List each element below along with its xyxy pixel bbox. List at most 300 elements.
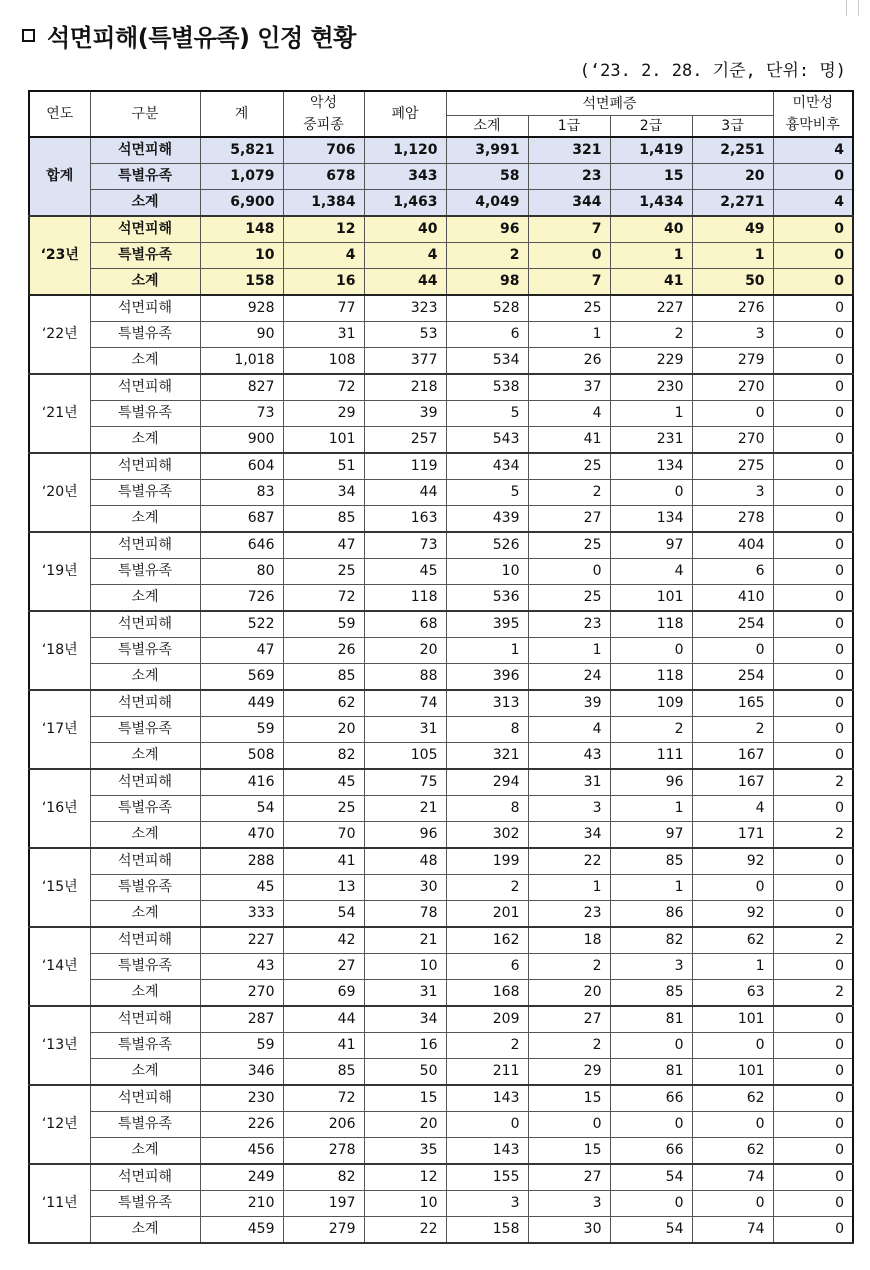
value-cell: 0	[773, 559, 853, 585]
value-cell: 0	[773, 1033, 853, 1059]
value-cell: 41	[283, 848, 364, 875]
value-cell: 90	[200, 322, 283, 348]
value-cell: 62	[692, 927, 773, 954]
value-cell: 5,821	[200, 137, 283, 164]
value-cell: 10	[446, 559, 528, 585]
value-cell: 109	[610, 690, 692, 717]
value-cell: 54	[283, 901, 364, 928]
value-cell: 22	[528, 848, 610, 875]
value-cell: 75	[364, 769, 446, 796]
table-row	[29, 1059, 853, 1086]
value-cell: 43	[200, 954, 283, 980]
table-row	[29, 348, 853, 375]
table-row	[29, 664, 853, 691]
year-cell: ‘19년	[29, 532, 90, 611]
value-cell: 0	[610, 480, 692, 506]
value-cell: 43	[528, 743, 610, 770]
category-cell: 석면피해	[90, 295, 200, 322]
value-cell: 158	[200, 269, 283, 296]
table-row	[29, 322, 853, 348]
category-cell: 석면피해	[90, 927, 200, 954]
value-cell: 73	[200, 401, 283, 427]
value-cell: 687	[200, 506, 283, 533]
value-cell: 0	[773, 875, 853, 901]
value-cell: 276	[692, 295, 773, 322]
value-cell: 0	[773, 954, 853, 980]
value-cell: 226	[200, 1112, 283, 1138]
value-cell: 0	[773, 374, 853, 401]
value-cell: 249	[200, 1164, 283, 1191]
value-cell: 53	[364, 322, 446, 348]
value-cell: 44	[283, 1006, 364, 1033]
value-cell: 536	[446, 585, 528, 612]
value-cell: 85	[610, 980, 692, 1007]
value-cell: 97	[610, 532, 692, 559]
value-cell: 0	[610, 638, 692, 664]
value-cell: 2	[773, 980, 853, 1007]
value-cell: 0	[773, 1059, 853, 1086]
value-cell: 0	[528, 243, 610, 269]
value-cell: 1,419	[610, 137, 692, 164]
value-cell: 158	[446, 1217, 528, 1244]
value-cell: 34	[283, 480, 364, 506]
category-cell: 석면피해	[90, 532, 200, 559]
value-cell: 1	[692, 243, 773, 269]
value-cell: 210	[200, 1191, 283, 1217]
value-cell: 528	[446, 295, 528, 322]
year-group	[29, 1006, 853, 1085]
category-cell: 특별유족	[90, 954, 200, 980]
value-cell: 134	[610, 506, 692, 533]
header-grade-2: 2급	[610, 116, 692, 137]
value-cell: 0	[610, 1191, 692, 1217]
value-cell: 26	[283, 638, 364, 664]
value-cell: 25	[283, 559, 364, 585]
value-cell: 3	[692, 480, 773, 506]
value-cell: 85	[610, 848, 692, 875]
table-row	[29, 295, 853, 322]
value-cell: 0	[773, 1006, 853, 1033]
category-cell: 특별유족	[90, 796, 200, 822]
table-header	[29, 91, 853, 137]
year-cell: ‘18년	[29, 611, 90, 690]
value-cell: 80	[200, 559, 283, 585]
year-group	[29, 216, 853, 295]
value-cell: 6,900	[200, 190, 283, 217]
value-cell: 1,384	[283, 190, 364, 217]
value-cell: 63	[692, 980, 773, 1007]
table-row	[29, 638, 853, 664]
value-cell: 8	[446, 796, 528, 822]
value-cell: 1	[610, 796, 692, 822]
value-cell: 313	[446, 690, 528, 717]
value-cell: 456	[200, 1138, 283, 1165]
category-cell: 특별유족	[90, 1191, 200, 1217]
value-cell: 4	[692, 796, 773, 822]
value-cell: 201	[446, 901, 528, 928]
value-cell: 20	[283, 717, 364, 743]
value-cell: 534	[446, 348, 528, 375]
value-cell: 0	[773, 901, 853, 928]
value-cell: 25	[528, 585, 610, 612]
category-cell: 소계	[90, 743, 200, 770]
year-group	[29, 927, 853, 1006]
value-cell: 167	[692, 743, 773, 770]
year-cell: ‘17년	[29, 690, 90, 769]
table-row	[29, 269, 853, 296]
year-group	[29, 690, 853, 769]
value-cell: 1,120	[364, 137, 446, 164]
value-cell: 0	[773, 717, 853, 743]
value-cell: 0	[773, 664, 853, 691]
value-cell: 108	[283, 348, 364, 375]
year-cell: ‘21년	[29, 374, 90, 453]
value-cell: 0	[773, 1138, 853, 1165]
value-cell: 900	[200, 427, 283, 454]
category-cell: 특별유족	[90, 401, 200, 427]
value-cell: 15	[610, 164, 692, 190]
value-cell: 78	[364, 901, 446, 928]
year-group	[29, 611, 853, 690]
value-cell: 81	[610, 1059, 692, 1086]
value-cell: 10	[364, 1191, 446, 1217]
value-cell: 40	[610, 216, 692, 243]
category-cell: 소계	[90, 427, 200, 454]
value-cell: 2	[610, 717, 692, 743]
value-cell: 35	[364, 1138, 446, 1165]
value-cell: 0	[692, 1033, 773, 1059]
value-cell: 346	[200, 1059, 283, 1086]
table-row	[29, 453, 853, 480]
value-cell: 21	[364, 796, 446, 822]
value-cell: 30	[528, 1217, 610, 1244]
value-cell: 321	[446, 743, 528, 770]
value-cell: 74	[364, 690, 446, 717]
header-grade-3: 3급	[692, 116, 773, 137]
year-cell: ‘11년	[29, 1164, 90, 1243]
category-cell: 소계	[90, 190, 200, 217]
value-cell: 167	[692, 769, 773, 796]
table-row	[29, 717, 853, 743]
value-cell: 47	[283, 532, 364, 559]
value-cell: 323	[364, 295, 446, 322]
value-cell: 0	[773, 216, 853, 243]
value-cell: 1,079	[200, 164, 283, 190]
value-cell: 199	[446, 848, 528, 875]
value-cell: 72	[283, 1085, 364, 1112]
value-cell: 29	[283, 401, 364, 427]
value-cell: 74	[692, 1164, 773, 1191]
value-cell: 0	[773, 295, 853, 322]
value-cell: 54	[200, 796, 283, 822]
value-cell: 20	[364, 1112, 446, 1138]
value-cell: 3	[610, 954, 692, 980]
category-cell: 석면피해	[90, 216, 200, 243]
value-cell: 0	[692, 1112, 773, 1138]
value-cell: 1,434	[610, 190, 692, 217]
table-row	[29, 822, 853, 849]
value-cell: 459	[200, 1217, 283, 1244]
value-cell: 279	[283, 1217, 364, 1244]
category-cell: 특별유족	[90, 322, 200, 348]
value-cell: 37	[528, 374, 610, 401]
value-cell: 163	[364, 506, 446, 533]
value-cell: 26	[528, 348, 610, 375]
value-cell: 68	[364, 611, 446, 638]
value-cell: 288	[200, 848, 283, 875]
category-cell: 특별유족	[90, 717, 200, 743]
value-cell: 1	[528, 875, 610, 901]
value-cell: 279	[692, 348, 773, 375]
checkbox-square-icon	[22, 29, 35, 42]
value-cell: 229	[610, 348, 692, 375]
value-cell: 0	[692, 638, 773, 664]
value-cell: 206	[283, 1112, 364, 1138]
value-cell: 508	[200, 743, 283, 770]
value-cell: 54	[610, 1164, 692, 1191]
value-cell: 470	[200, 822, 283, 849]
value-cell: 118	[364, 585, 446, 612]
reference-note: (‘23. 2. 28. 기준, 단위: 명)	[579, 61, 846, 81]
table-row	[29, 216, 853, 243]
table-row	[29, 374, 853, 401]
category-cell: 특별유족	[90, 875, 200, 901]
value-cell: 27	[528, 1006, 610, 1033]
value-cell: 13	[283, 875, 364, 901]
value-cell: 275	[692, 453, 773, 480]
value-cell: 0	[773, 427, 853, 454]
value-cell: 344	[528, 190, 610, 217]
category-cell: 석면피해	[90, 690, 200, 717]
value-cell: 20	[528, 980, 610, 1007]
year-cell: ‘22년	[29, 295, 90, 374]
value-cell: 2	[446, 875, 528, 901]
value-cell: 7	[528, 216, 610, 243]
value-cell: 1	[446, 638, 528, 664]
value-cell: 16	[283, 269, 364, 296]
value-cell: 47	[200, 638, 283, 664]
value-cell: 50	[364, 1059, 446, 1086]
value-cell: 4	[283, 243, 364, 269]
year-cell: ‘15년	[29, 848, 90, 927]
category-cell: 소계	[90, 901, 200, 928]
value-cell: 101	[692, 1059, 773, 1086]
category-cell: 소계	[90, 1217, 200, 1244]
value-cell: 66	[610, 1085, 692, 1112]
value-cell: 70	[283, 822, 364, 849]
value-cell: 96	[446, 216, 528, 243]
year-group	[29, 1164, 853, 1243]
header-year: 연도	[29, 91, 90, 137]
value-cell: 4	[528, 717, 610, 743]
value-cell: 254	[692, 664, 773, 691]
value-cell: 2	[446, 1033, 528, 1059]
value-cell: 50	[692, 269, 773, 296]
value-cell: 395	[446, 611, 528, 638]
year-group	[29, 1085, 853, 1164]
table-row	[29, 875, 853, 901]
value-cell: 85	[283, 664, 364, 691]
value-cell: 302	[446, 822, 528, 849]
value-cell: 416	[200, 769, 283, 796]
value-cell: 92	[692, 901, 773, 928]
value-cell: 3,991	[446, 137, 528, 164]
value-cell: 92	[692, 848, 773, 875]
header-lung-cancer: 폐암	[364, 91, 446, 137]
value-cell: 278	[283, 1138, 364, 1165]
value-cell: 2	[528, 480, 610, 506]
value-cell: 85	[283, 1059, 364, 1086]
value-cell: 4	[773, 190, 853, 217]
value-cell: 410	[692, 585, 773, 612]
value-cell: 0	[773, 269, 853, 296]
value-cell: 4	[528, 401, 610, 427]
value-cell: 143	[446, 1138, 528, 1165]
value-cell: 6	[446, 322, 528, 348]
value-cell: 62	[283, 690, 364, 717]
value-cell: 6	[692, 559, 773, 585]
category-cell: 소계	[90, 506, 200, 533]
value-cell: 538	[446, 374, 528, 401]
table-row	[29, 1138, 853, 1165]
year-cell: ‘16년	[29, 769, 90, 848]
value-cell: 333	[200, 901, 283, 928]
value-cell: 449	[200, 690, 283, 717]
value-cell: 3	[528, 1191, 610, 1217]
table-row	[29, 1085, 853, 1112]
value-cell: 6	[446, 954, 528, 980]
year-cell: ‘23년	[29, 216, 90, 295]
value-cell: 0	[773, 322, 853, 348]
value-cell: 27	[528, 506, 610, 533]
window-edge-marks	[846, 0, 860, 16]
category-cell: 특별유족	[90, 480, 200, 506]
year-group	[29, 848, 853, 927]
value-cell: 101	[610, 585, 692, 612]
value-cell: 294	[446, 769, 528, 796]
value-cell: 82	[283, 1164, 364, 1191]
value-cell: 218	[364, 374, 446, 401]
value-cell: 0	[610, 1112, 692, 1138]
value-cell: 31	[364, 980, 446, 1007]
table-row	[29, 585, 853, 612]
recognition-table-wrap	[28, 90, 852, 1244]
value-cell: 155	[446, 1164, 528, 1191]
value-cell: 96	[610, 769, 692, 796]
table-row	[29, 243, 853, 269]
table-row	[29, 980, 853, 1007]
value-cell: 0	[773, 848, 853, 875]
value-cell: 0	[692, 1191, 773, 1217]
category-cell: 소계	[90, 269, 200, 296]
value-cell: 3	[446, 1191, 528, 1217]
value-cell: 928	[200, 295, 283, 322]
value-cell: 21	[364, 927, 446, 954]
category-cell: 소계	[90, 585, 200, 612]
table-row	[29, 1112, 853, 1138]
value-cell: 0	[773, 743, 853, 770]
value-cell: 2	[610, 322, 692, 348]
table-row	[29, 137, 853, 164]
category-cell: 석면피해	[90, 769, 200, 796]
value-cell: 4	[364, 243, 446, 269]
value-cell: 59	[283, 611, 364, 638]
value-cell: 25	[528, 532, 610, 559]
value-cell: 12	[364, 1164, 446, 1191]
value-cell: 74	[692, 1217, 773, 1244]
value-cell: 1	[610, 243, 692, 269]
table-row	[29, 559, 853, 585]
year-group	[29, 374, 853, 453]
value-cell: 377	[364, 348, 446, 375]
value-cell: 230	[200, 1085, 283, 1112]
value-cell: 45	[200, 875, 283, 901]
category-cell: 석면피해	[90, 1006, 200, 1033]
value-cell: 41	[610, 269, 692, 296]
value-cell: 827	[200, 374, 283, 401]
value-cell: 7	[528, 269, 610, 296]
value-cell: 118	[610, 664, 692, 691]
table-row	[29, 401, 853, 427]
value-cell: 278	[692, 506, 773, 533]
value-cell: 66	[610, 1138, 692, 1165]
table-row	[29, 1191, 853, 1217]
category-cell: 소계	[90, 822, 200, 849]
value-cell: 10	[364, 954, 446, 980]
value-cell: 2	[528, 1033, 610, 1059]
value-cell: 77	[283, 295, 364, 322]
value-cell: 82	[283, 743, 364, 770]
year-group	[29, 295, 853, 374]
value-cell: 82	[610, 927, 692, 954]
year-group	[29, 532, 853, 611]
category-cell: 특별유족	[90, 1033, 200, 1059]
value-cell: 25	[528, 295, 610, 322]
header-asbestosis-subtotal: 소계	[446, 116, 528, 137]
value-cell: 3	[692, 322, 773, 348]
value-cell: 1,018	[200, 348, 283, 375]
table-row	[29, 743, 853, 770]
value-cell: 62	[692, 1085, 773, 1112]
value-cell: 230	[610, 374, 692, 401]
value-cell: 526	[446, 532, 528, 559]
table-row	[29, 1217, 853, 1244]
value-cell: 20	[692, 164, 773, 190]
category-cell: 소계	[90, 1138, 200, 1165]
category-cell: 특별유족	[90, 638, 200, 664]
category-cell: 석면피해	[90, 611, 200, 638]
value-cell: 72	[283, 585, 364, 612]
value-cell: 101	[283, 427, 364, 454]
value-cell: 0	[773, 585, 853, 612]
year-cell: ‘13년	[29, 1006, 90, 1085]
value-cell: 81	[610, 1006, 692, 1033]
value-cell: 25	[528, 453, 610, 480]
value-cell: 69	[283, 980, 364, 1007]
value-cell: 0	[773, 638, 853, 664]
value-cell: 34	[528, 822, 610, 849]
value-cell: 23	[528, 164, 610, 190]
table-row	[29, 1006, 853, 1033]
category-cell: 특별유족	[90, 164, 200, 190]
value-cell: 1	[692, 954, 773, 980]
category-cell: 소계	[90, 348, 200, 375]
value-cell: 2,251	[692, 137, 773, 164]
value-cell: 5	[446, 480, 528, 506]
value-cell: 39	[364, 401, 446, 427]
table-row	[29, 611, 853, 638]
value-cell: 197	[283, 1191, 364, 1217]
